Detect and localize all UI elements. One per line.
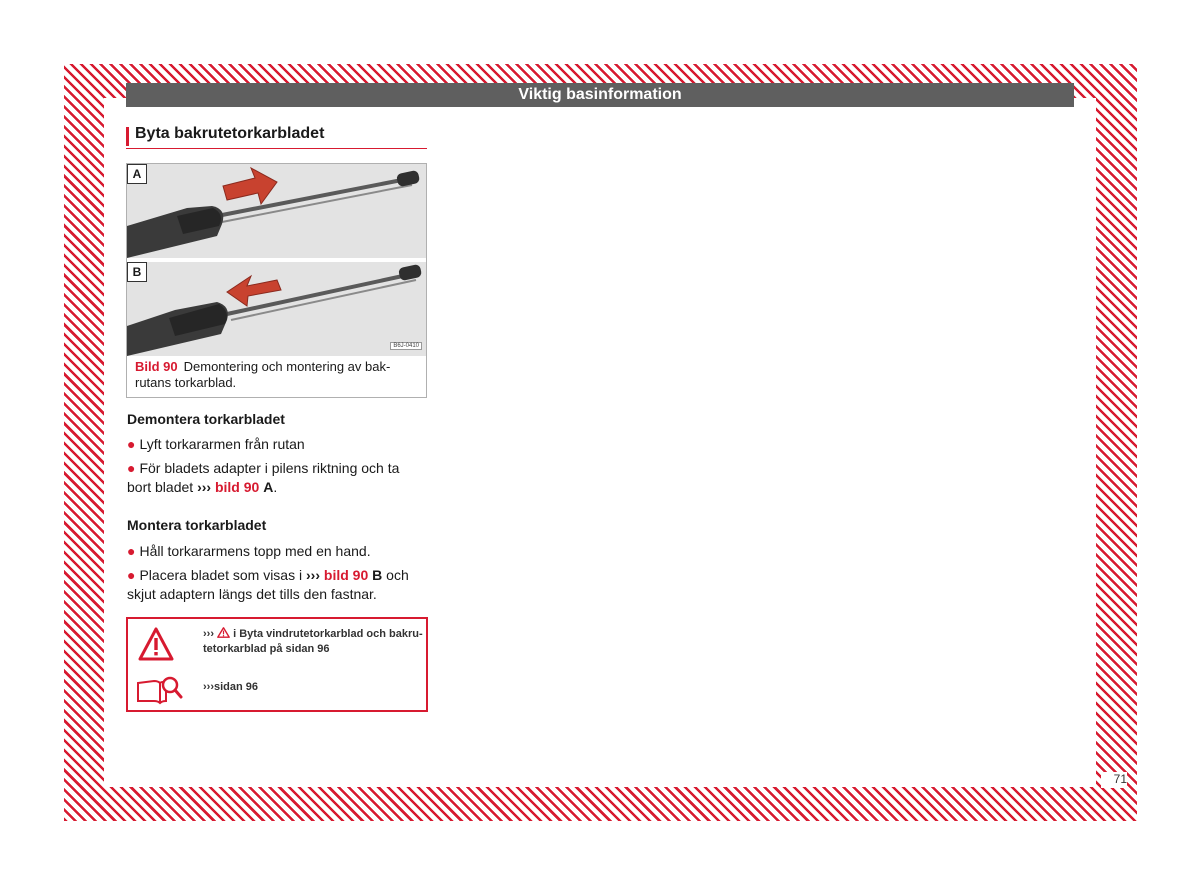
mount-step-1 [127, 542, 427, 561]
warning-triangle-icon [138, 627, 174, 661]
small-warning-icon [217, 627, 230, 638]
remove-step-2 [127, 459, 427, 497]
figure-caption [135, 359, 417, 391]
warning-reference [203, 627, 423, 657]
page-number: 71 [1101, 772, 1127, 788]
figure-caption-text: Demontering och montering av bak-rutans torkarblad. [135, 359, 391, 390]
mount-heading: Montera torkarbladet [127, 517, 267, 533]
chapter-title: Viktig basinformation [518, 86, 682, 103]
page-reference [203, 681, 258, 693]
page-reference-text[interactable]: sidan 96 [214, 681, 259, 693]
remove-step-1-text: Lyft torkararmen från rutan [139, 436, 305, 452]
figure-90 [126, 163, 427, 398]
panel-ref-label: A [263, 479, 274, 495]
section-title: Byta bakrutetorkarbladet [135, 125, 325, 142]
remove-step-2-end: . [273, 479, 278, 495]
mount-step-2 [127, 566, 427, 604]
remove-step-2-text: För bladets adapter i pilens riktning och ta bort bladet [127, 460, 400, 495]
ref-arrow-icon: ››› [197, 479, 212, 495]
panel-b-label: B [127, 262, 147, 282]
mount-step-2-end: och skjut adaptern längs det tills den fastnar. [127, 567, 409, 602]
wiper-mounting-illustration [127, 262, 426, 356]
bullet-dot: ● [127, 460, 136, 476]
remove-heading: Demontera torkarbladet [127, 411, 285, 427]
ref-arrow-icon: ››› [306, 567, 320, 583]
panel-ref-label: B [372, 567, 383, 583]
book-magnifier-icon [136, 675, 184, 705]
mount-step-1-text: Håll torkararmens topp med en hand. [139, 543, 371, 559]
figure-panel-a [127, 164, 426, 258]
bullet-dot: ● [127, 436, 136, 452]
notice-box [126, 617, 428, 712]
ref-arrow-icon: ››› [203, 628, 214, 640]
chapter-header [126, 83, 1074, 107]
figure-panel-b [127, 262, 426, 356]
figure-code: B6J-0410 [390, 342, 422, 350]
figure-caption-ref: Bild 90 [135, 359, 178, 374]
bullet-dot: ● [127, 567, 136, 583]
remove-step-1 [127, 435, 427, 454]
figure-ref-link[interactable]: bild 90 [323, 567, 369, 583]
ref-arrow-icon: ››› [203, 681, 214, 693]
wiper-removal-illustration [127, 164, 426, 258]
section-divider [126, 148, 427, 149]
warning-reference-text[interactable]: i Byta vindrutetorkarblad och bakru-tetorkarblad på sidan 96 [203, 628, 423, 655]
bullet-dot: ● [127, 543, 136, 559]
mount-step-2-text: Placera bladet som visas i [139, 567, 303, 583]
panel-a-label: A [127, 164, 147, 184]
figure-ref-link[interactable]: bild 90 [214, 479, 260, 495]
section-accent-bar [126, 127, 129, 146]
